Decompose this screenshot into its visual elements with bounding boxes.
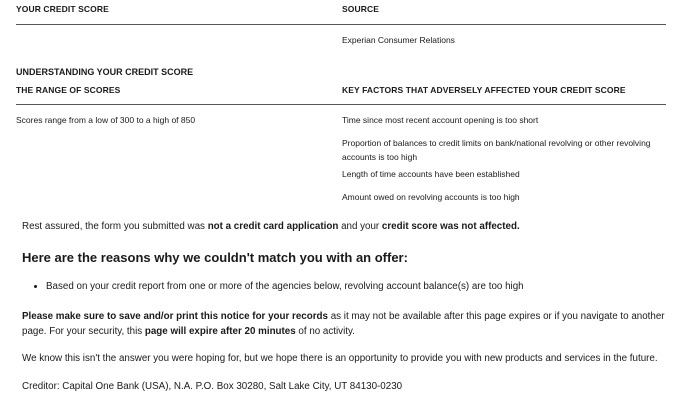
understanding-title: UNDERSTANDING YOUR CREDIT SCORE xyxy=(16,67,194,77)
factor-item: Time since most recent account opening is too short xyxy=(342,115,539,125)
understanding-divider xyxy=(16,104,666,105)
factor-item: Proportion of balances to credit limits on bank/national revolving or other revolving accounts is too high xyxy=(342,138,651,162)
notice-bold: credit score was not affected. xyxy=(381,221,520,232)
factor-item: Length of time accounts have been established xyxy=(342,169,520,179)
notice-text: Rest assured, the form you submitted was xyxy=(22,221,208,232)
notice-bold: not a credit card application xyxy=(207,221,339,232)
key-factors-header: KEY FACTORS THAT ADVERSELY AFFECTED YOUR CREDIT SCORE xyxy=(342,85,626,95)
save-notice-text: as it may not be available after this page expires or if you navigate to another page. For your security, this xyxy=(22,311,665,337)
save-notice-bold: Please make sure to save and/or print this notice for your records xyxy=(22,311,328,322)
source-value: Experian Consumer Relations xyxy=(342,35,455,45)
reason-item: • Based on your credit report from one or more of the agencies below, revolving account balance(s) are too high xyxy=(46,279,682,294)
creditor-info: Creditor: Capital One Bank (USA), N.A. P.O. Box 30280, Salt Lake City, UT 84130-0230 xyxy=(22,381,403,392)
reasons-heading: Here are the reasons why we couldn't match you with an offer: xyxy=(22,250,408,265)
score-table-divider xyxy=(16,24,666,25)
source-header: SOURCE xyxy=(342,4,379,14)
save-notice-text: of no activity. xyxy=(295,326,355,337)
closing-message: We know this isn't the answer you were hoping for, but we hope there is an opportunity to provide you with new products and services in the future. xyxy=(22,353,658,364)
range-of-scores-header: THE RANGE OF SCORES xyxy=(16,85,121,95)
reasons-list xyxy=(22,279,682,294)
factor-item: Amount owed on revolving accounts is too high xyxy=(342,192,520,202)
your-credit-score-header: YOUR CREDIT SCORE xyxy=(16,4,109,14)
notice-text: and your xyxy=(338,221,382,232)
range-text: Scores range from a low of 300 to a high of 850 xyxy=(16,115,196,125)
not-affected-notice xyxy=(22,219,682,234)
save-notice xyxy=(22,309,682,339)
expire-bold: page will expire after 20 minutes xyxy=(144,326,296,337)
